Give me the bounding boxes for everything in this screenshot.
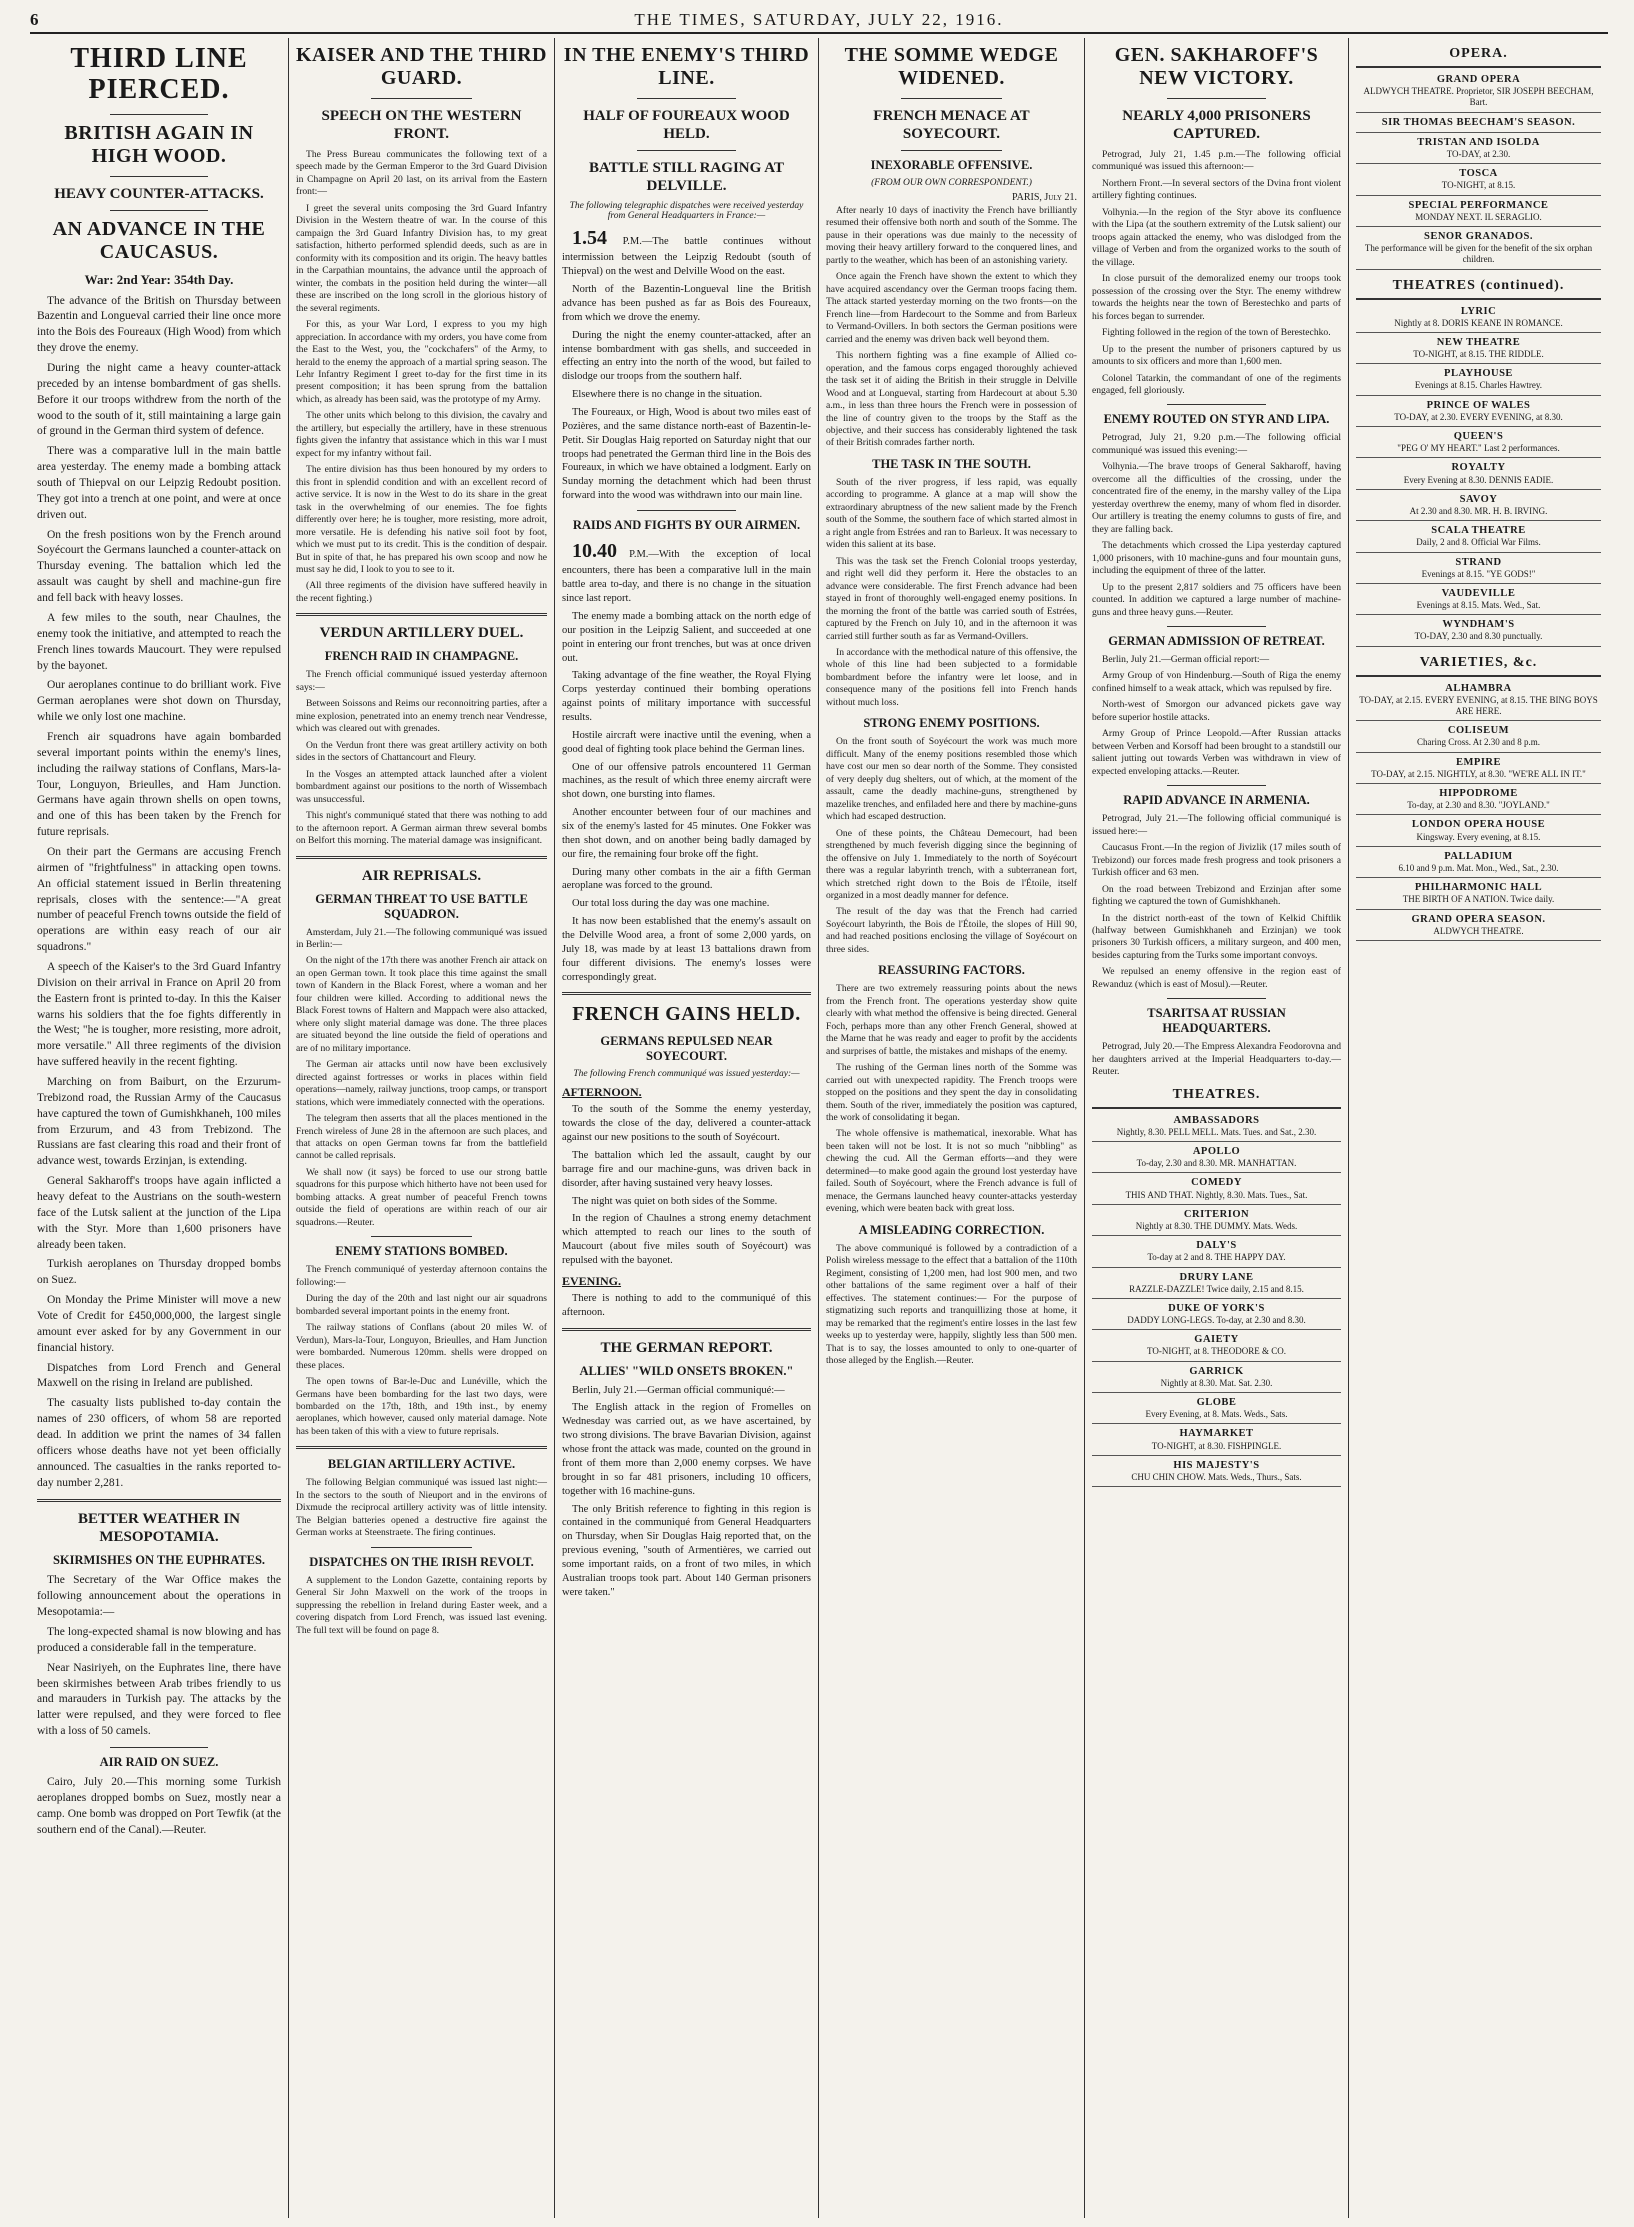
paragraph: Petrograd, July 20.—The Empress Alexandra Feodorovna and her daughters arrived at the Imperial Headquarters to-day.—Reuter. <box>1092 1041 1341 1078</box>
advertisement-title: LYRIC <box>1460 305 1497 317</box>
advertisement-title: HIPPODROME <box>1439 788 1518 799</box>
paragraph: South of the river progress, if less rapid, was equally according to programme. A glance at a map will show the extraordinary abruptness of the new salient made by the French south of the Somme, the southern face of which started almost in a right angle from Estrées and ran to Barleux. It was necessary to widen this salient at its base. <box>826 476 1077 551</box>
advertisement <box>1356 302 1601 333</box>
advertisement-text: To-day, 2.30 and 8.30. MR. MANHATTAN. <box>1136 1158 1297 1169</box>
heading-reprisals: AIR REPRISALS. <box>361 867 482 884</box>
paragraph: During the night came a heavy counter-attack preceded by an intense bombardment of gas shells. Before it our troops withdrew from the north of the wood to the south of it, still maintaining a large gain of ground in the German third system of defence. <box>37 362 281 438</box>
advertisement-text: To-day, at 2.30 and 8.30. "JOYLAND." <box>1407 800 1550 811</box>
section-evening: EVENING. <box>562 1273 622 1288</box>
paragraph: Hostile aircraft were inactive until the evening, when a good deal of fighting took place behind the German lines. <box>562 729 811 755</box>
paragraph: On Monday the Prime Minister will move a new Vote of Credit for £450,000,000, the largest single amount ever asked for by any Government in our financial history. <box>37 1294 281 1354</box>
paragraph: The long-expected shamal is now blowing and has produced a considerable fall in the temperature. <box>37 1626 281 1654</box>
advertisement-text: TO-NIGHT, at 8.30. FISHPINGLE. <box>1151 1440 1282 1451</box>
paragraph: North-west of Smorgon our advanced pickets gave way before superior hostile attacks. <box>1092 699 1341 723</box>
paragraph: A few miles to the south, near Chaulnes, the enemy took the initiative, and attempted to reach the French lines towards Maucourt. They were repulsed by the bayonet. <box>37 611 281 672</box>
divider <box>371 1236 471 1237</box>
divider <box>1167 998 1267 999</box>
subhead-soyecourt-menace: FRENCH MENACE AT SOYECOURT. <box>873 108 1030 142</box>
advertisement-title: HIS MAJESTY'S <box>1173 1459 1260 1471</box>
advertisement <box>1356 878 1601 909</box>
paragraph: One of our offensive patrols encountered 11 German machines, as the result of which three enemy aircraft were shot down, one bursting into flames. <box>562 761 811 801</box>
paragraph: The Secretary of the War Office makes the following announcement about the operations in Mesopotamia:— <box>37 1574 281 1619</box>
subhead-speech: SPEECH ON THE WESTERN FRONT. <box>321 108 522 142</box>
paragraph: The detachments which crossed the Lipa yesterday captured 1,000 prisoners, with 10 machine-guns and four mountain guns, including the equipment of three of the latter. <box>1092 540 1341 577</box>
paragraph: The telegram then asserts that all the places mentioned in the French wireless of June 28 in the afternoon are such places, and that attacks on open German towns far from the battlefield cannot be called reprisals. <box>296 1113 547 1162</box>
paragraph: The result of the day was that the French had carried Soyécourt labyrinth, the Bois de l'Étoile, the slopes of Hill 90, and had reached positions enclosing the village of Soyécourt on three sides. <box>826 906 1077 955</box>
advertisement <box>1092 1424 1341 1455</box>
advertisement-text: DADDY LONG-LEGS. To-day, at 2.30 and 8.30. <box>1127 1315 1306 1326</box>
column-1 <box>30 38 288 2218</box>
advertisement <box>1092 1173 1341 1204</box>
divider <box>296 856 547 859</box>
advertisement-title: EMPIRE <box>1456 756 1501 768</box>
advertisement-title: GARRICK <box>1189 1365 1244 1377</box>
paragraph: The casualty lists published to-day contain the names of 230 officers, of whom 58 are reported dead. In addition we print the names of 34 fallen officers whose deaths have not yet been officially announced. The casualties in the ranks reported to-day number 2,281. <box>37 1397 281 1489</box>
divider <box>110 210 208 211</box>
theatres-continued-heading: THEATRES (continued). <box>1356 274 1601 300</box>
advertisement <box>1356 113 1601 133</box>
advertisement <box>1356 847 1601 878</box>
advertisement-text: MONDAY NEXT. IL SERAGLIO. <box>1415 211 1542 222</box>
paragraph: We repulsed an enemy offensive in the region east of Rewanduz (which is east of Mosul).—Reuter. <box>1092 966 1341 990</box>
advertisement <box>1356 553 1601 584</box>
paragraph: Turkish aeroplanes on Thursday dropped bombs on Suez. <box>37 1258 281 1287</box>
subhead-caucasus: AN ADVANCE IN THE CAUCASUS. <box>52 217 266 263</box>
dispatch-text: P.M.—With the exception of local encounters, there has been a comparative lull in the main battle area to-day, and there is no change in the situation since last report. <box>562 549 811 605</box>
subhead-counter-attacks: HEAVY COUNTER-ATTACKS. <box>54 185 264 202</box>
paragraph: The entire division has thus been honoured by my orders to this front in splendid condition and with an excellent record of active service. It is now in the West to do its share in the great task in the overwhelming of our enemies. The foe fights differently over here; he is tougher, more resisting, more adroit, more versatile. He is defending his native soil foot by foot, which we must put to its credit. This is the condition of despair. But in spite of that, he has prepared his own scoop and now he must say he did, I look to you to see to it. <box>296 464 547 575</box>
advertisement-text: TO-DAY, 2.30 and 8.30 punctually. <box>1414 631 1543 642</box>
heading-german-admission: GERMAN ADMISSION OF RETREAT. <box>1108 634 1325 648</box>
advertisement-title: APOLLO <box>1192 1146 1241 1158</box>
divider <box>1167 404 1267 405</box>
advertisement-title: SPECIAL PERFORMANCE <box>1408 199 1549 211</box>
advertisement-text: TO-NIGHT, at 8.15. <box>1441 180 1516 191</box>
page-number: 6 <box>30 10 39 29</box>
heading-enemy-stations: ENEMY STATIONS BOMBED. <box>335 1244 508 1259</box>
paragraph: There was a comparative lull in the main battle area yesterday. The enemy made a bombing attack south of Thiepval on our Leipzig Redoubt position. They got into a trench at one point, and were at once driven out. <box>37 445 281 521</box>
divider <box>296 613 547 616</box>
advertisement <box>1092 1111 1341 1142</box>
advertisement <box>1356 721 1601 752</box>
advertisement <box>1356 753 1601 784</box>
advertisement-title: AMBASSADORS <box>1173 1114 1260 1126</box>
paragraph: On the front south of Soyécourt the work was much more difficult. Many of the enemy positions resembled those which have cost our men so dear north of the Somme. They consisted of very deeply dug shelters, out of which, at the moment of the assault, came the deadly machine-guns, strengthened by mazelike trenches, and enfiladed here and there by machine-guns which had escaped destruction. <box>826 736 1077 823</box>
advertisement-text: Nightly at 8.30. THE DUMMY. Mats. Weds. <box>1135 1220 1298 1231</box>
paragraph: Up to the present the number of prisoners captured by us amounts to six officers and more than 1,600 men. <box>1092 343 1341 368</box>
varieties-heading: VARIETIES, &c. <box>1356 651 1601 677</box>
advertisement-title: GRAND OPERA SEASON. <box>1411 913 1546 925</box>
advertisement-text: The performance will be given for the benefit of the six orphan children. <box>1364 243 1593 265</box>
advertisement-text: TO-NIGHT, at 8.15. THE RIDDLE. <box>1413 349 1544 359</box>
advertisement <box>1356 427 1601 458</box>
advertisement-title: GRAND OPERA <box>1436 74 1521 85</box>
opera-list <box>1356 70 1601 270</box>
paragraph: Elsewhere there is no change in the situation. <box>572 389 763 401</box>
advertisement-text: Nightly at 8. DORIS KEANE IN ROMANCE. <box>1394 317 1563 328</box>
advertisement <box>1356 458 1601 489</box>
dispatch-time: 1.54 <box>572 227 607 249</box>
advertisement-title: DRURY LANE <box>1179 1271 1254 1283</box>
advertisement-text: RAZZLE-DAZZLE! Twice daily, 2.15 and 8.15. <box>1129 1283 1304 1294</box>
headline-third-line: THIRD LINE PIERCED. <box>70 43 248 105</box>
heading-raids: RAIDS AND FIGHTS BY OUR AIRMEN. <box>572 518 801 532</box>
heading-german-report: THE GERMAN REPORT. <box>600 1339 773 1356</box>
paragraph: Dispatches from Lord French and General Maxwell on the rising in Ireland are published. <box>37 1361 281 1390</box>
advertisement <box>1356 196 1601 227</box>
advertisement-text: THIS AND THAT. Nightly, 8.30. Mats. Tues., Sat. <box>1125 1189 1308 1200</box>
advertisement <box>1356 815 1601 846</box>
advertisement <box>1356 333 1601 364</box>
divider <box>637 510 737 511</box>
theatres-heading: THEATRES. <box>1092 1083 1341 1109</box>
paragraph: There is nothing to add to the communiqué of this afternoon. <box>562 1292 811 1318</box>
correspondent-line: (FROM OUR OWN CORRESPONDENT.) <box>871 178 1032 188</box>
paragraph: Colonel Tatarkin, the commandant of one of the regiments engaged, fell gloriously. <box>1092 372 1341 396</box>
advertisement-title: TRISTAN AND ISOLDA <box>1417 136 1540 148</box>
varieties-list <box>1356 679 1601 941</box>
paragraph: Between Soissons and Reims our reconnoitring parties, after a mine explosion, penetrated into an enemy trench near Vendresse, which was cleared out with grenades. <box>296 698 547 735</box>
divider <box>1167 626 1267 627</box>
subhead-euphrates: SKIRMISHES ON THE EUPHRATES. <box>52 1553 266 1568</box>
advertisement-title: NEW THEATRE <box>1436 336 1521 348</box>
divider <box>37 1499 281 1502</box>
advertisement-text: TO-DAY, at 2.15. EVERY EVENING, at 8.15. THE BING BOYS ARE HERE. <box>1359 694 1598 716</box>
headline-kaiser: KAISER AND THE THIRD GUARD. <box>296 44 547 89</box>
heading-belgian: BELGIAN ARTILLERY ACTIVE. <box>327 1457 516 1472</box>
advertisement-text: Evenings at 8.15. Charles Hawtrey. <box>1414 380 1543 391</box>
advertisement-text: Evenings at 8.15. Mats. Wed., Sat. <box>1416 600 1541 610</box>
paragraph: Army Group of von Hindenburg.—South of Riga the enemy confined himself to a weak attack, which was repulsed by fire. <box>1092 670 1341 694</box>
advertisement <box>1356 490 1601 521</box>
advertisement <box>1356 784 1601 815</box>
column-6 <box>1348 38 1608 2218</box>
paragraph: The battalion which led the assault, caught by our barrage fire and our machine-guns, was driven back in disorder, after having sustained very heavy losses. <box>562 1150 811 1189</box>
paragraph: This night's communiqué stated that there was nothing to add to the afternoon report. A German airman threw several bombs on Belfort this morning. The material damage was insignificant. <box>296 810 547 847</box>
paragraph: The Press Bureau communicates the following text of a speech made by the German Emperor to the 3rd Guard Division in Champagne on April 20 last, on its arrival from the Eastern front:— <box>296 149 547 198</box>
paragraph: A speech of the Kaiser's to the 3rd Guard Infantry Division on their arrival in France on April 20 from the Eastern front is printed to-day. In this the Kaiser warns his soldiers that the foe fights differently in the West; "he is tougher, more resisting, more adroit, more versatile." All three regiments of the division have suffered heavily in the recent fighting. <box>37 960 281 1069</box>
paragraph: In close pursuit of the demoralized enemy our troops took possession of the crossing over the Styr. The enemy withdrew towards the heights near the town of Berestechko and parts of his forces began to surrender. <box>1092 273 1341 322</box>
divider <box>1167 98 1267 99</box>
advertisement-text: TO-DAY, at 2.15. NIGHTLY, at 8.30. "WE'RE ALL IN IT." <box>1371 768 1586 779</box>
paragraph: The above communiqué is followed by a contradiction of a Polish wireless message to the effect that a battalion of the 110th Regiment, consisting of 1,200 men, had lost 900 men, and two other battalions of the same regiment over a half of their effectives. The statement continues:— For the purpose of stigmatizing such reports and tranquillizing those at home, it may be remarked that the regiment's entire losses in the last few weeks up to yesterday were, happily, slightly less than 500 men. That is to say, the losses amounted to only to one-quarter of those alleged by the English.—Reuter. <box>826 1242 1077 1366</box>
advertisement-title: SCALA THEATRE <box>1431 525 1526 537</box>
divider <box>1167 785 1267 786</box>
paragraph: (All three regiments of the division have suffered heavily in the recent fighting.) <box>296 580 547 604</box>
headline-enemy-third-line: IN THE ENEMY'S THIRD LINE. <box>563 44 810 89</box>
dispatch-text: P.M.—The battle continues without intermission between the Leipzig Redoubt (south of Thiepval) on the west and Delville Wood on the east. <box>562 236 811 278</box>
paragraph: Berlin, July 21.—German official communiqué:— <box>572 1384 785 1396</box>
paragraph: On the night of the 17th there was another French air attack on an open German town. It took place this time against the small town of Kandern in the Black Forest, where a woman and her four children were killed. According to additional news the Black Forest towns of Haltern and Mappach were also attacked, where only slight material damage was done. The three places are situated beyond the line outside the field of operations and are of no military importance. <box>296 955 547 1054</box>
advertisement-text: Kingsway. Every evening, at 8.15. <box>1416 831 1541 842</box>
dispatch-time: 10.40 <box>572 540 617 562</box>
advertisement <box>1356 364 1601 395</box>
subhead-champagne: FRENCH RAID IN CHAMPAGNE. <box>324 649 519 664</box>
paragraph: A supplement to the London Gazette, containing reports by General Sir John Maxwell on the work of the troops in suppressing the rebellion in Ireland during Easter week, and a covering dispatch from Lord French, was issued last evening. The full text will be found on page 8. <box>296 1574 547 1636</box>
paragraph: The enemy made a bombing attack on the north edge of our position in the Leipzig Salient, and succeeded at one point in entering our front trenches, but was at once driven out. <box>562 610 811 664</box>
divider <box>110 176 208 177</box>
advertisement-title: DUKE OF YORK'S <box>1168 1302 1265 1314</box>
advertisement <box>1356 584 1601 615</box>
paragraph: The French communiqué of yesterday afternoon contains the following:— <box>296 1264 547 1288</box>
paragraph: Petrograd, July 21.—The following official communiqué is issued here:— <box>1092 813 1341 837</box>
divider <box>901 98 1001 99</box>
column-3 <box>554 38 818 2218</box>
paragraph: In the district north-east of the town of Kelkid Chiftlik (halfway between Gumishkhaneh and Erzinjan) we took prisoners 30 Turkish officers, a military surgeon, and 400 men, besides capturing from the Turks some important convoys. <box>1092 912 1341 961</box>
advertisement <box>1356 227 1601 270</box>
paragraph: Petrograd, July 21, 1.45 p.m.—The following official communiqué was issued this afternoon:— <box>1092 149 1341 173</box>
paragraph: It has now been established that the enemy's assault on the Delville Wood area, a front of some 2,000 yards, on July 18, was made by at least 13 battalions drawn from four different divisions. The enemy's losses were correspondingly great. <box>562 916 811 983</box>
heading-reassuring: REASSURING FACTORS. <box>878 963 1025 978</box>
heading-task-south: THE TASK IN THE SOUTH. <box>872 456 1031 471</box>
advertisement-title: GAIETY <box>1194 1334 1239 1346</box>
paragraph: Our total loss during the day was one machine. <box>572 898 770 910</box>
theatres-list <box>1092 1111 1341 1488</box>
advertisement <box>1092 1205 1341 1236</box>
paragraph: Marching on from Baiburt, on the Erzurum-Trebizond road, the Russian Army of the Caucasus have captured the town of Gumishkhaneh, 100 miles from Erzurum, and 43 from Trebizond. The Russians are fast clearing this road and their front of advance west, towards Erzinjan, is extending. <box>37 1075 281 1168</box>
paragraph: I greet the several units composing the 3rd Guard Infantry Division in the Western theatre of war. In the course of this campaign the 3rd Guard Infantry Division has, to my great satisfaction, hitherto performed splendid deeds, such as are in conformity with its composition and its origin. The heavy battles in the Carpathian mountains, the advance until the approach of winter, the combats in the position held during the winter—all these are inscribed on the long scroll in the glorious history of the several regiments. <box>296 202 547 314</box>
advertisement-text: To-day at 2 and 8. THE HAPPY DAY. <box>1147 1252 1286 1263</box>
paragraph: The German air attacks until now have been exclusively directed against fortresses or works in places within field operations—namely, railway junctions, troop camps, or transport stations, which were immediately connected with the operations. <box>296 1059 547 1108</box>
headline-sakharoff: GEN. SAKHAROFF'S NEW VICTORY. <box>1114 44 1319 89</box>
subhead-delville: BATTLE STILL RAGING AT DELVILLE. <box>589 160 784 194</box>
paragraph: During the night the enemy counter-attacked, after an intense bombardment with gas shells, and succeeded in effecting an entry into the north of the wood, but failed to dislodge our troops from the southern half. <box>562 329 811 383</box>
paragraph: The advance of the British on Thursday between Bazentin and Longueval carried their line once more into the Bois des Foureaux (High Wood) from which they drove the enemy. <box>37 294 281 355</box>
paragraph: On the road between Trebizond and Erzinjan after some fighting we captured the town of Gumishkhaneh. <box>1092 883 1341 908</box>
paragraph: Up to the present 2,817 soldiers and 75 officers have been counted. In addition we captured a large number of machine-guns and three heavy guns.—Reuter. <box>1092 581 1341 618</box>
heading-french-gains: FRENCH GAINS HELD. <box>572 1003 801 1026</box>
war-day-line: War: 2nd Year: 354th Day. <box>84 271 234 287</box>
advertisement-title: SIR THOMAS BEECHAM'S SEASON. <box>1381 116 1576 128</box>
heading-verdun: VERDUN ARTILLERY DUEL. <box>319 625 524 642</box>
advertisement <box>1092 1393 1341 1424</box>
advertisement-title: COLISEUM <box>1447 725 1510 737</box>
paragraph: The French official communiqué issued yesterday afternoon says:— <box>296 669 547 693</box>
paragraph: During the day of the 20th and last night our air squadrons bombarded several important points in the enemy front. <box>296 1293 547 1317</box>
advertisement <box>1356 70 1601 113</box>
paragraph: North of the Bazentin-Longueval line the British advance has been pushed as far as Bois des Foureaux, from which we drove the enemy. <box>562 284 811 323</box>
advertisement-title: ROYALTY <box>1451 462 1506 474</box>
advertisement-title: COMEDY <box>1191 1177 1242 1189</box>
intro-line: The following French communiqué was issued yesterday:— <box>573 1069 800 1080</box>
advertisement-text: Nightly, 8.30. PELL MELL. Mats. Tues. and Sat., 2.30. <box>1116 1126 1317 1137</box>
paragraph: Our aeroplanes continue to do brilliant work. Five German aeroplanes were shot down on Thursday, while we only lost one machine. <box>37 679 281 724</box>
column-5 <box>1084 38 1348 2218</box>
dispatch-1 <box>562 225 811 279</box>
advertisement <box>1356 396 1601 427</box>
paragraph: Berlin, July 21.—German official report:— <box>1102 654 1270 665</box>
subhead-wild-onsets: ALLIES' "WILD ONSETS BROKEN." <box>579 1363 794 1378</box>
advertisement <box>1356 679 1601 722</box>
paragraph: Cairo, July 20.—This morning some Turkish aeroplanes dropped bombs on Suez, mostly near a camp. One bomb was dropped on Port Tewfik (at the southern end of the Canal).—Reuter. <box>37 1776 281 1836</box>
paragraph: On their part the Germans are accusing French airmen of "frightfulness" in attacking open towns. An official statement issued in Berlin threatening reprisals, closes with the sentence:—"A great number of peaceful French towns outside the field of operations are within easy reach of our air squadrons." <box>37 845 281 954</box>
advertisement-text: ALDWYCH THEATRE. Proprietor, SIR JOSEPH BEECHAM, Bart. <box>1363 86 1594 108</box>
dispatch-2 <box>562 538 811 606</box>
paragraph: Volhynia.—The brave troops of General Sakharoff, having overcome all the difficulties of the crossing, under the concentrated fire of the enemy, in the marshy valley of the Lipa yesterday overthrew the enemy, many of whom fled in disorder. Our artillery is treating the enemy columns to gusts of fire, and they are falling back. <box>1092 461 1341 535</box>
column-4 <box>818 38 1084 2218</box>
subhead-high-wood: BRITISH AGAIN IN HIGH WOOD. <box>64 121 254 167</box>
opera-heading: OPERA. <box>1356 42 1601 68</box>
divider <box>562 1328 811 1331</box>
paragraph: Petrograd, July 21, 9.20 p.m.—The following official communiqué was issued this evening:— <box>1092 432 1341 456</box>
heading-misleading: A MISLEADING CORRECTION. <box>858 1222 1045 1237</box>
advertisement-title: WYNDHAM'S <box>1442 619 1515 631</box>
advertisement-text: THE BIRTH OF A NATION. Twice daily. <box>1402 894 1555 905</box>
divider <box>296 1446 547 1449</box>
heading-mesopotamia: BETTER WEATHER IN MESOPOTAMIA. <box>78 1511 240 1546</box>
theatres-continued-list <box>1356 302 1601 647</box>
paragraph: The whole offensive is mathematical, inexorable. What has been taken will not be lost. It is not so much "nibbling" as chewing the cud. All the German efforts—and they were determined—to make good again the ground lost yesterday have failed. South of Soyécourt, where the French advance is full of menace, the Germans launched heavy counter-attacks yesterday evening, which were beaten back with great loss. <box>826 1128 1077 1215</box>
paragraph: General Sakharoff's troops have again inflicted a heavy defeat to the Austrians on the south-western face of the Lutsk salient at the junction of the Lipa with the Styr. More than 1,600 prisoners have already been taken. <box>37 1175 281 1251</box>
paragraph: During many other combats in the air a fifth German aeroplane was forced to the ground. <box>562 866 811 892</box>
advertisement-title: QUEEN'S <box>1453 431 1504 442</box>
paragraph: On the Verdun front there was great artillery activity on both sides in the sectors of Chattancourt and Fleury. <box>296 739 547 764</box>
advertisement-text: TO-NIGHT, at 8. THEODORE & CO. <box>1147 1346 1286 1357</box>
advertisement-text: 6.10 and 9 p.m. Mat. Mon., Wed., Sat., 2.30. <box>1398 862 1559 873</box>
divider <box>901 150 1001 151</box>
advertisement-title: PLAYHOUSE <box>1444 368 1513 380</box>
advertisement-title: VAUDEVILLE <box>1441 587 1516 599</box>
paragraph: The night was quiet on both sides of the Somme. <box>572 1195 778 1207</box>
paragraph: Volhynia.—In the region of the Styr above its confluence with the Lipa (at the southern extremity of the Lutsk salient) our troops again attacked the enemy, who was dislodged from the village of Verben and from the organized works to the south of the village. <box>1092 206 1341 268</box>
advertisement-title: ALHAMBRA <box>1445 682 1512 694</box>
paragraph: On the fresh positions won by the French around Soyécourt the Germans launched a counter-attack on Thursday evening. The battalion which led the assault was caught by shell and machine-gun fire and fell back with heavy losses. <box>37 528 281 605</box>
advertisement <box>1356 615 1601 646</box>
advertisement-title: PALLADIUM <box>1444 850 1513 862</box>
paragraph: The railway stations of Conflans (about 20 miles W. of Verdun), Mars-la-Tour, Longuyon, Brieulles, and Ham Junction were bombarded. Numerous 120mm. shells were dropped on these places. <box>296 1322 547 1371</box>
newspaper-title: THE TIMES, SATURDAY, JULY 22, 1916. <box>634 10 1004 29</box>
divider <box>110 114 208 115</box>
subhead-prisoners: NEARLY 4,000 PRISONERS CAPTURED. <box>1122 108 1311 142</box>
advertisement-text: Nightly at 8.30. Mat. Sat. 2.30. <box>1160 1377 1273 1388</box>
advertisement <box>1356 164 1601 195</box>
advertisement <box>1356 133 1601 164</box>
column-2 <box>288 38 554 2218</box>
advertisement-text: Every Evening, at 8. Mats. Weds., Sats. <box>1145 1409 1288 1420</box>
advertisement <box>1092 1456 1341 1487</box>
divider <box>562 992 811 995</box>
paragraph: After nearly 10 days of inactivity the French have brilliantly resumed their offensive both north and south of the Somme. The pause in their operations was due mainly to the necessity of moving their heavy artillery forward to the conquered lines, and partly to the weather, which has been of an astonishing variety. <box>826 205 1077 266</box>
advertisement-text: Charing Cross. At 2.30 and 8 p.m. <box>1417 737 1540 748</box>
masthead <box>30 6 1608 34</box>
section-afternoon: AFTERNOON. <box>562 1085 642 1100</box>
paragraph: One of these points, the Château Demecourt, had been strengthened by much feverish digging since the beginning of the offensive on July 1. Immediately to the north of Soyécourt there was a regular labyrinth trench, with a subterranean fort, which stretched right down to the Bois de l'Étoile, itself organized in a most deadly manner for defence. <box>826 827 1077 901</box>
paragraph: In accordance with the methodical nature of this offensive, the whole of this line had been subjected to a formidable bombardment before the infantry were let loose, and in consequence many of the positions fell into French hands without much loss. <box>826 647 1077 708</box>
advertisement-text: TO-DAY, at 2.30. <box>1446 148 1511 159</box>
advertisement-title: GLOBE <box>1196 1397 1237 1409</box>
advertisement-text: ALDWYCH THEATRE. <box>1433 925 1524 936</box>
advertisement-title: SAVOY <box>1459 493 1498 505</box>
advertisement-title: PRINCE OF WALES <box>1426 399 1531 411</box>
paragraph: This northern fighting was a fine example of Allied co-operation, and the famous corps engaged thoroughly achieved the task set it of aiding the British in their struggle in Delville Wood and at Longueval, starting from Hardecourt at about 5.30 a.m., in less than three hours the French were in possession of the line of country given to the troops by the Staff as the objective, and their success has considerably lightened the task of their British comrades farther north. <box>826 350 1077 449</box>
advertisement <box>1092 1268 1341 1299</box>
advertisement <box>1356 910 1601 941</box>
paragraph: Another encounter between four of our machines and six of the enemy's lasted for 45 minutes. One Fokker was then shot down, and on another being badly damaged by our fire, the remaining four broke off the fight. <box>562 807 811 860</box>
divider <box>371 98 471 99</box>
paragraph: The other units which belong to this division, the cavalry and the artillery, but especially the artillery, have in these strenuous fights given the infantry that assistance which in this war I must expect for my infantry without fail. <box>296 410 547 459</box>
paragraph: We shall now (it says) be forced to use our strong battle squadrons for this purpose which hitherto have not been used for bombing attacks. A great number of peaceful French towns outside the field of operations are within reach of our air squadrons.—Reuter. <box>296 1166 547 1228</box>
heading-suez: AIR RAID ON SUEZ. <box>99 1755 219 1770</box>
advertisement-title: LONDON OPERA HOUSE <box>1411 819 1546 831</box>
paragraph: Army Group of Prince Leopold.—After Russian attacks between Verben and Korsoff had been brought to a standstill our salient jutting out towards Verben was withdrawn in view of expected enveloping attacks.—Reuter. <box>1092 728 1341 777</box>
divider <box>371 1547 471 1548</box>
heading-enemy-routed: ENEMY ROUTED ON STYR AND LIPA. <box>1103 412 1330 427</box>
heading-tsaritsa: TSARITSA AT RUSSIAN HEADQUARTERS. <box>1147 1006 1286 1036</box>
heading-strong-positions: STRONG ENEMY POSITIONS. <box>863 716 1040 731</box>
divider <box>110 1747 208 1748</box>
paragraph: In the Vosges an attempted attack launched after a violent bombardment against our positions to the north of Wissembach was unsuccessful. <box>296 768 547 805</box>
advertisement-title: SENOR GRANADOS. <box>1423 230 1533 242</box>
paragraph: Caucasus Front.—In the region of Jivizlik (17 miles south of Trebizond) our forces made fresh progress and took prisoners a Turkish officer and 63 men. <box>1092 842 1341 879</box>
paragraph: The open towns of Bar-le-Duc and Lunéville, which the Germans have been bombarding for the last two days, were bombarded on the 17th, 18th, and 19th inst., by enemy aeroplanes, which however, caused only material damage. Note has been taken of this with a view to future reprisals. <box>296 1376 547 1437</box>
advertisement <box>1356 521 1601 552</box>
paragraph: The English attack in the region of Fromelles on Wednesday was carried out, as we have ascertained, by two strong divisions. The brave Bavarian Division, against whose front the attack was made, counted on the ground in front of them more than 2,000 enemy corpses. We have brought in so far 481 prisoners, including 10 officers, together with 16 machine-guns. <box>562 1402 811 1497</box>
paragraph: The only British reference to fighting in this region is contained in the communiqué from General Headquarters on Thursday, when Sir Douglas Haig reported that, on the previous evening, "south of Armentières, we carried out some important raids, on a front of two miles, in which Australian troops took part. About 140 German prisoners were taken." <box>562 1503 811 1598</box>
headline-somme-wedge: THE SOMME WEDGE WIDENED. <box>844 44 1059 89</box>
paragraph: The rushing of the German lines north of the Somme was carried out with unexpected rapidity. The French troops were stopped on the positions and they spent the day in consolidating them. South of the river, immediately the position was captured, the work of consolidating it began. <box>826 1062 1077 1123</box>
advertisement <box>1092 1299 1341 1330</box>
heading-irish-revolt: DISPATCHES ON THE IRISH REVOLT. <box>309 1554 534 1569</box>
paragraph: To the south of the Somme the enemy yesterday, towards the close of the day, delivered a counter-attack against our new positions to the south of Soyécourt. <box>562 1104 811 1144</box>
advertisement-title: HAYMARKET <box>1179 1428 1254 1440</box>
paragraph: The following Belgian communiqué was issued last night:— In the sectors to the south of Nieuport and in the environs of Dixmude the reciprocal artillery activity was of little intensity. The Belgian batteries opened a destructive fire against the German works at Steenstraete. The firing continues. <box>296 1477 547 1539</box>
heading-armenia: RAPID ADVANCE IN ARMENIA. <box>1123 793 1310 808</box>
advertisement-title: TOSCA <box>1459 168 1498 180</box>
paragraph: This was the task set the French Colonial troops yesterday, and right well did they perform it. Here the obstacles to an advance were considerable. The first French advance had been stayed in front of thoroughly well-engaged enemy positions. In the morning the front of the battle was carried south of Estrées, captured by the French on July 10, and in the afternoon it was carried still further south as far as Vermand-Ovillers. <box>826 555 1077 642</box>
paragraph: French air squadrons have again bombarded several important points within the enemy's lines, including the railway stations of Conflans, Mars-la-Tour, Longuyon, Brieulles, and Ham Junction. Germans have again thrown shells on open towns, and one of this has been taken by the French for future reprisals. <box>37 730 281 839</box>
advertisement <box>1092 1236 1341 1267</box>
paragraph: Amsterdam, July 21.—The following communiqué was issued in Berlin:— <box>296 926 547 950</box>
advertisement-text: At 2.30 and 8.30. MR. H. B. IRVING. <box>1409 505 1548 516</box>
advertisement <box>1092 1362 1341 1393</box>
paragraph: Taking advantage of the fine weather, the Royal Flying Corps yesterday continued their bombing operations against points of military importance with successful results. <box>562 670 811 723</box>
intro-line: The following telegraphic dispatches were received yesterday from General Headquarters in France:— <box>569 201 804 221</box>
subhead-inexorable: INEXORABLE OFFENSIVE. <box>870 158 1033 172</box>
subhead-battle-squadron: GERMAN THREAT TO USE BATTLE SQUADRON. <box>315 891 528 921</box>
advertisement-text: Evenings at 8.15. "YE GODS!" <box>1421 568 1536 579</box>
dateline: PARIS, July 21. <box>1011 192 1077 203</box>
advertisement <box>1092 1330 1341 1361</box>
paragraph: Once again the French have shown the extent to which they have acquired ascendancy over the German troops facing them. The attack started yesterday morning on the two fronts—on the French line—from Hardecourt to the Somme and from Barleux to Vermand-Ovillers. In both sectors the German positions were carried and the enemy was driven back well beyond them. <box>826 271 1077 345</box>
subhead-foureaux: HALF OF FOUREAUX WOOD HELD. <box>583 108 790 142</box>
paragraph: For this, as your War Lord, I express to you my high appreciation. In accordance with my orders, you have come from the East to the West, you, the "cockchafers" of the Army, to herald to the enemy the approach of a martial spring season. The Lehr Infantry Regiment I greet to-day for the first time in its present composition; it has been sprung from the battalion which, as already has been said, was the prototype of my Army. <box>296 319 547 405</box>
advertisement-title: CRITERION <box>1183 1208 1250 1220</box>
advertisement-text: TO-DAY, at 2.30. EVERY EVENING, at 8.30. <box>1394 411 1563 422</box>
advertisement-text: Daily, 2 and 8. Official War Films. <box>1416 537 1541 548</box>
paragraph: There are two extremely reassuring points about the news from the French front. The operations yesterday show quite clearly with what method the offensive is being directed. General Foch, perhaps more than any other French General, showed at the Marne that he was ready and eager to profit by the accidents and surprises of battle, the mistakes and mishaps of the enemy. <box>826 983 1077 1057</box>
paragraph: Fighting followed in the region of the town of Berestechko. <box>1102 327 1331 339</box>
paragraph: Northern Front.—In several sectors of the Dvina front violent artillery fighting continues. <box>1092 177 1341 202</box>
advertisement-title: STRAND <box>1455 556 1502 568</box>
advertisement-title: DALY'S <box>1196 1240 1237 1252</box>
divider <box>637 98 737 99</box>
paragraph: The Foureaux, or High, Wood is about two miles east of Pozières, and the same distance north-east of Bazentin-le-Petit. Sir Douglas Haig reported on Saturday night that our troops had penetrated the German third line in the Bois des Foureaux, in which we have obtained a lodgment. Early on Sunday morning the detachment which had been thrust forward into the wood was withdrawn into our main line. <box>562 406 811 502</box>
advertisement-text: CHU CHIN CHOW. Mats. Weds., Thurs., Sats. <box>1131 1471 1302 1482</box>
advertisement-text: Every Evening at 8.30. DENNIS EADIE. <box>1403 474 1554 485</box>
paragraph: Near Nasiriyeh, on the Euphrates line, there have been skirmishes between Arab tribes friendly to us and marauders in Turkish pay. The attacks by the latter were repulsed, and they were forced to flee with a loss of 50 camels. <box>37 1661 281 1738</box>
subhead-soyecourt: GERMANS REPULSED NEAR SOYECOURT. <box>600 1034 773 1064</box>
divider <box>637 150 737 151</box>
advertisement-text: "PEG O' MY HEART." Last 2 performances. <box>1397 443 1560 454</box>
advertisement-title: PHILHARMONIC HALL <box>1414 882 1543 894</box>
paragraph: In the region of Chaulnes a strong enemy detachment which attempted to reach our lines to the south of Maucourt (about five miles south of Soyécourt) was repulsed with the bayonet. <box>562 1213 811 1267</box>
advertisement <box>1092 1142 1341 1173</box>
